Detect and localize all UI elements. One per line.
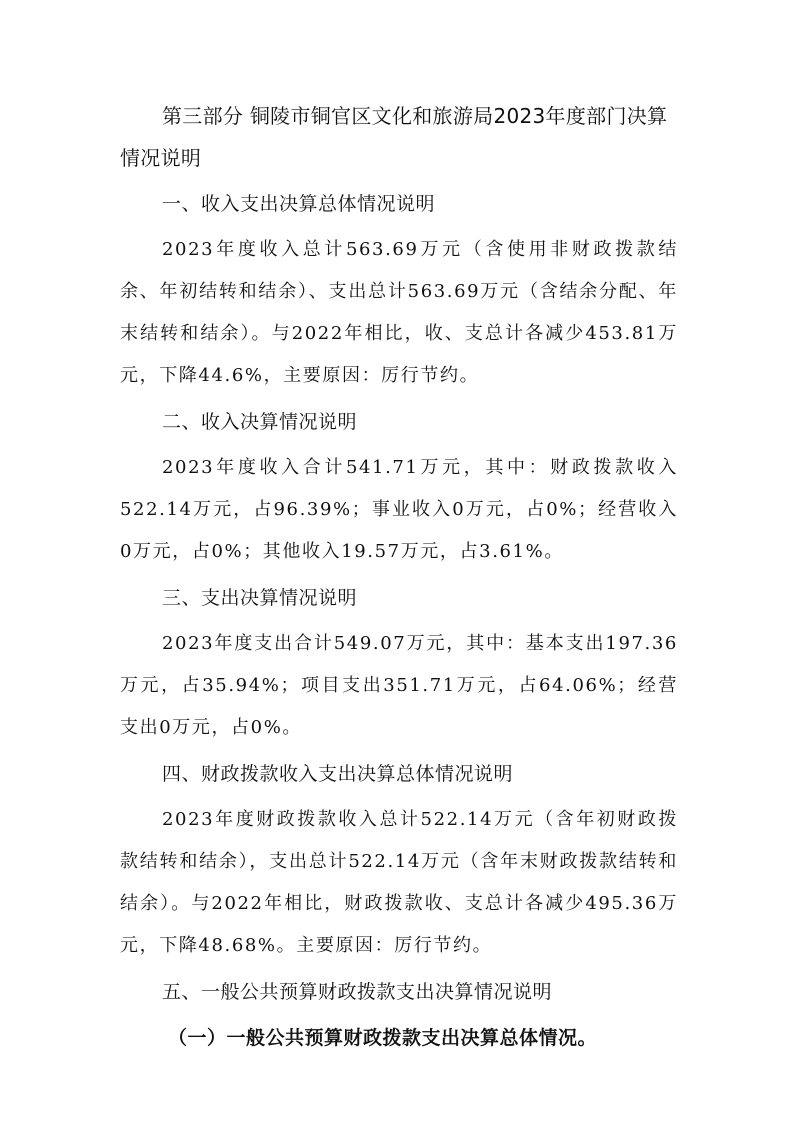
section-expense xyxy=(120,577,678,749)
section-general-public-budget xyxy=(120,971,678,1059)
section-heading: 一、收入支出决算总体情况说明 xyxy=(162,193,436,215)
section-heading: 五、一般公共预算财政拨款支出决算情况说明 xyxy=(162,981,553,1003)
section-fiscal-appropriation xyxy=(120,753,678,967)
section-income xyxy=(120,401,678,573)
section-paragraph: 2023年度收入合计541.71万元，其中：财政拨款收入522.14万元，占96.39%；事业收入0万元，占0%；经营收入0万元，占0%；其他收入19.57万元，占3.61%。 xyxy=(120,457,678,562)
section-paragraph: 2023年度财政拨款收入总计522.14万元（含年初财政拨款结转和结余），支出总计522.14万元（含年末财政拨款结转和结余）。与2022年相比，财政拨款收、支总计各减少495.36万元，下降48.68%。主要原因：厉行节约。 xyxy=(120,809,678,956)
section-paragraph: 2023年度收入总计563.69万元（含使用非财政拨款结余、年初结转和结余）、支出总计563.69万元（含结余分配、年末结转和结余）。与2022年相比，收、支总计各减少453.81万元，下降44.6%，主要原因：厉行节约。 xyxy=(120,239,678,386)
section-paragraph: 2023年度支出合计549.07万元，其中：基本支出197.36万元，占35.94%；项目支出351.71万元，占64.06%；经营支出0万元，占0%。 xyxy=(120,633,678,738)
sub-heading: （一）一般公共预算财政拨款支出决算总体情况。 xyxy=(168,1027,598,1049)
section-heading: 四、财政拨款收入支出决算总体情况说明 xyxy=(162,763,514,785)
document-title: 第三部分 铜陵市铜官区文化和旅游局2023年度部门决算情况说明 xyxy=(120,104,668,170)
section-income-expense-overview xyxy=(120,183,678,397)
section-heading: 二、收入决算情况说明 xyxy=(162,411,358,433)
section-heading: 三、支出决算情况说明 xyxy=(162,587,358,609)
